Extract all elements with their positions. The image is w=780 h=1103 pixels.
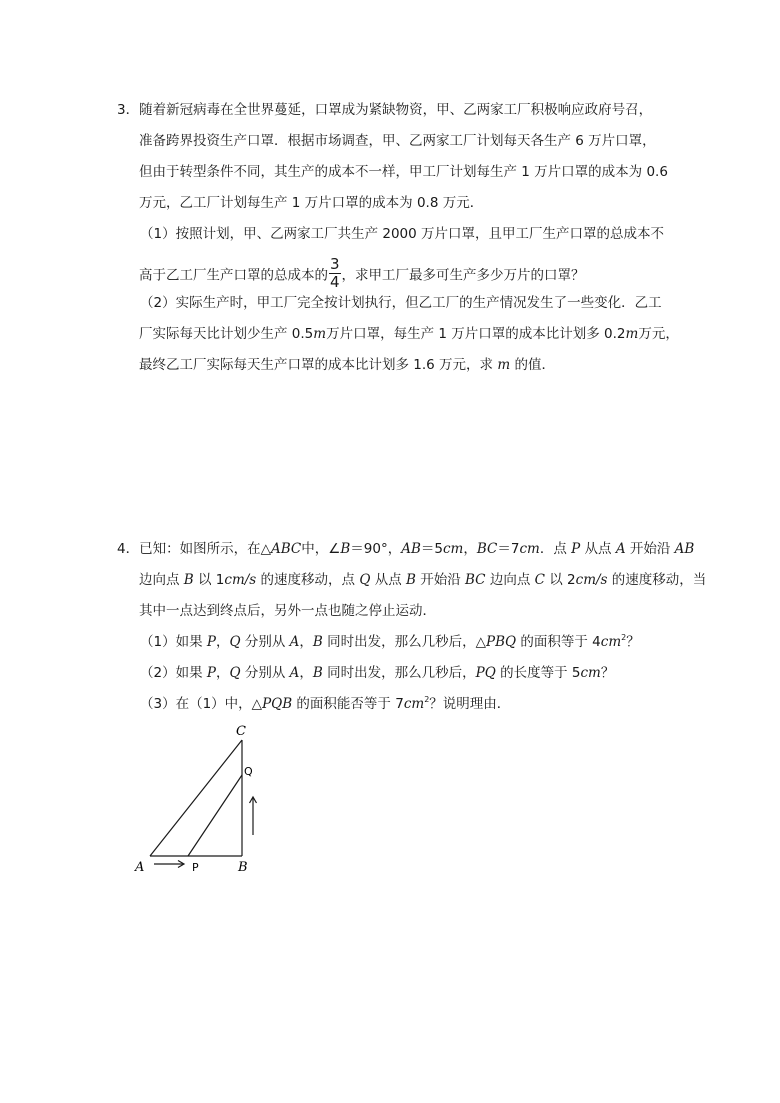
q4-part1: （1）如果 P，Q 分别从 A，B 同时出发，那么几秒后，△PBQ 的面积等于 $4cm^2$？ <box>140 633 640 650</box>
label-b: B <box>238 860 248 875</box>
label-q: Q <box>244 765 253 778</box>
q3-line-1: 3．随着新冠病毒在全世界蔓延，口罩成为紧缺物资，甲、乙两家工厂积极响应政府号召， <box>117 102 653 118</box>
q3-part1-line-1: （1）按照计划，甲、乙两家工厂共生产 2000 万片口罩，且甲工厂生产口罩的总成本不 <box>140 226 665 242</box>
q4-line-1: 4．已知：如图所示，在△ABC中，∠B＝90°，AB＝5cm，BC＝7cm．点 P 从点 A 开始沿 AB <box>117 541 695 557</box>
q4-line-3: 其中一点达到终点后，另外一点也随之停止运动． <box>139 603 436 619</box>
q3-part2-line-1: （2）实际生产时，甲工厂完全按计划执行，但乙工厂的生产情况发生了一些变化．乙工 <box>140 295 662 311</box>
q3-part2-line-3: 最终乙工厂实际每天生产口罩的成本比计划多 1.6 万元，求 m 的值． <box>139 357 555 373</box>
q3-line-4: 万元，乙工厂计划每生产 1 万片口罩的成本为 0.8 万元． <box>139 195 484 211</box>
q4-part2: （2）如果 P，Q 分别从 A，B 同时出发，那么几秒后，PQ 的长度等于 5cm？ <box>140 665 615 681</box>
label-c: C <box>236 724 246 739</box>
q4-part3: （3）在（1）中，△PQB 的面积能否等于 $7cm^2$？说明理由． <box>140 695 511 712</box>
segment-pq <box>188 775 242 856</box>
q3-part2-line-2: 厂实际每天比计划少生产 0.5m万片口罩，每生产 1 万片口罩的成本比计划多 0.2m万元， <box>139 326 679 342</box>
q3-line-3: 但由于转型条件不同，其生产的成本不一样，甲工厂计划每生产 1 万片口罩的成本为 0.6 <box>139 164 668 180</box>
q4-number: 4． <box>117 541 140 557</box>
label-p: P <box>192 861 199 874</box>
fraction-three-quarters: $\frac{3}{4}$ <box>330 255 340 291</box>
q3-part1-line-2: 高于乙工厂生产口罩的总成本的 $\frac{3}{4}$ ，求甲工厂最多可生产多少万片的口罩？ <box>139 255 585 291</box>
q4-line-2: 边向点 B 以 1cm/s 的速度移动，点 Q 从点 B 开始沿 BC 边向点 C 以 2cm/s 的速度移动，当 <box>139 572 707 588</box>
label-a: A <box>135 860 145 875</box>
q3-line-2: 准备跨界投资生产口罩．根据市场调查，甲、乙两家工厂计划每天各生产 6 万片口罩， <box>139 133 656 149</box>
side-ac <box>150 740 242 856</box>
q3-number: 3． <box>117 102 140 118</box>
